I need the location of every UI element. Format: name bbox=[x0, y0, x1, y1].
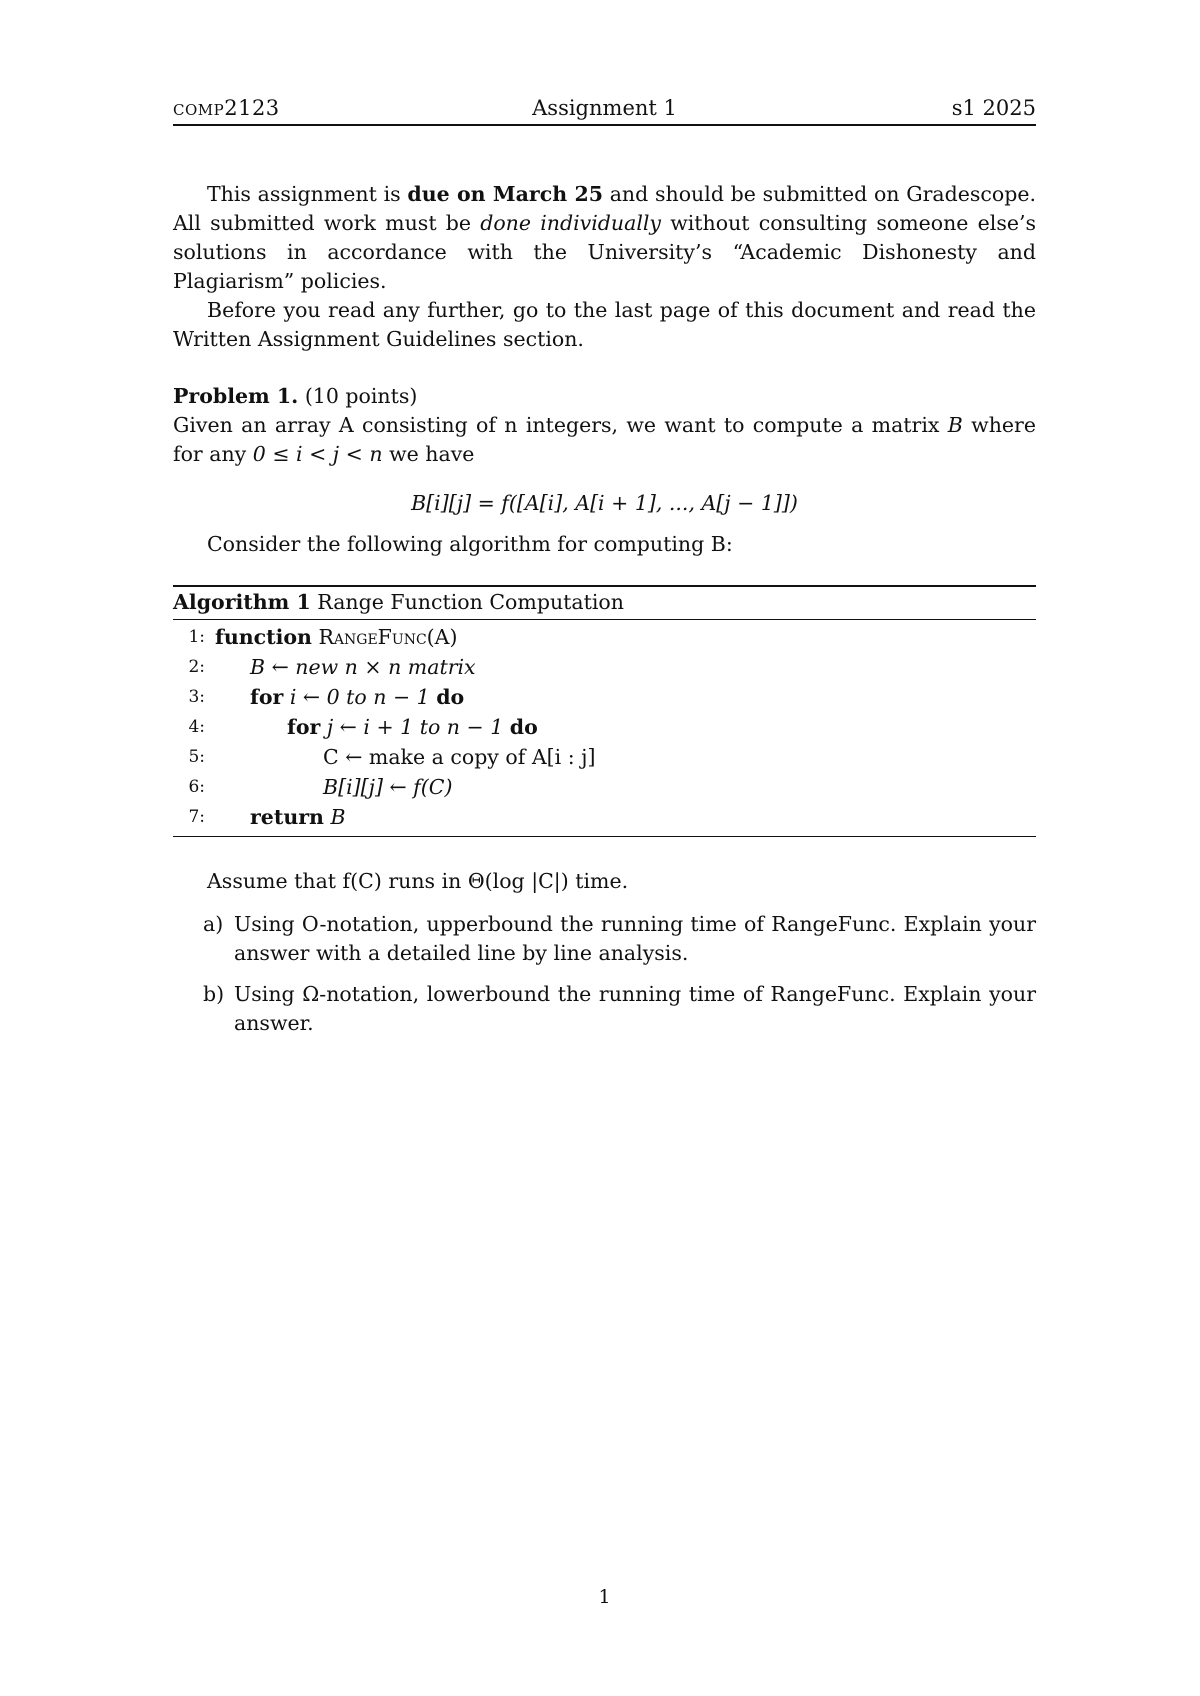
intro-text: without consulting someone else’s solutions in accordance with the University’s “Academic Dishonesty and Plagiarism” policies. bbox=[173, 211, 1037, 293]
document-page bbox=[173, 0, 1036, 1696]
algorithm-lines bbox=[173, 620, 1036, 836]
algorithm-caption bbox=[173, 587, 1036, 620]
function-name: RangeFunc bbox=[318, 625, 427, 649]
line-number: 3: bbox=[188, 687, 205, 707]
desc-text: where for any bbox=[173, 413, 1036, 466]
intro-text: This assignment is bbox=[207, 182, 408, 206]
line-code bbox=[250, 802, 346, 832]
algorithm-line bbox=[173, 682, 1036, 712]
page-number: 1 bbox=[598, 1586, 611, 1608]
algorithm-line bbox=[173, 622, 1036, 652]
guidelines-paragraph: Before you read any further, go to the last page of this document and read the Written Assignment Guidelines section. bbox=[173, 298, 1036, 351]
question-text: Using Ω-notation, lowerbound the running time of RangeFunc. Explain your answer. bbox=[234, 982, 1036, 1035]
consider-text: Consider the following algorithm for computing B: bbox=[207, 532, 733, 556]
algorithm-line bbox=[173, 802, 1036, 832]
matrix-symbol: B bbox=[947, 413, 963, 437]
line-code bbox=[215, 622, 457, 652]
assumption-text: Assume that f(C) runs in Θ(log |C|) time. bbox=[207, 869, 629, 893]
desc-text: Given an array A consisting of n integers, we want to compute a matrix bbox=[173, 413, 948, 437]
problem-description bbox=[173, 411, 1036, 469]
question-label: a) bbox=[203, 912, 224, 936]
keyword: function bbox=[215, 625, 312, 649]
line-code: C ← make a copy of A[i : j] bbox=[323, 745, 596, 769]
line-number: 7: bbox=[188, 807, 205, 827]
due-date: due on March 25 bbox=[407, 182, 603, 206]
algorithm-line bbox=[173, 652, 1036, 682]
line-number: 6: bbox=[188, 777, 205, 797]
problem-label: Problem 1. bbox=[173, 384, 299, 408]
keyword: for bbox=[250, 685, 284, 709]
question-label: b) bbox=[203, 982, 225, 1006]
keyword: do bbox=[436, 685, 465, 709]
algorithm-line bbox=[173, 742, 1036, 772]
question-item bbox=[173, 980, 1036, 1038]
algorithm-label: Algorithm 1 bbox=[173, 590, 311, 614]
question-text: Using O-notation, upperbound the running time of RangeFunc. Explain your answer with a detailed line by line analysis. bbox=[234, 912, 1036, 965]
line-number: 2: bbox=[188, 657, 205, 677]
intro-paragraph bbox=[173, 180, 1036, 296]
keyword: do bbox=[509, 715, 538, 739]
line-code bbox=[250, 682, 464, 712]
intro-text: and should be submitted on Gradescope. All submitted work must be bbox=[173, 182, 1036, 235]
document-body bbox=[173, 180, 1036, 1050]
algorithm-title: Range Function Computation bbox=[310, 590, 624, 614]
line-number: 4: bbox=[188, 717, 205, 737]
line-code bbox=[287, 712, 538, 742]
line-code: B ← new n × n matrix bbox=[250, 655, 476, 679]
algorithm-line bbox=[173, 772, 1036, 802]
course-code: comp2123 bbox=[173, 96, 280, 120]
desc-text: we have bbox=[382, 442, 475, 466]
assignment-title: Assignment 1 bbox=[532, 96, 677, 120]
algorithm-box bbox=[173, 585, 1036, 837]
individual-emphasis: done individually bbox=[480, 211, 662, 235]
problem-heading bbox=[173, 382, 1036, 411]
question-item bbox=[173, 910, 1036, 968]
page-header bbox=[173, 96, 1036, 126]
loop-range: j ← i + 1 to n − 1 bbox=[320, 715, 510, 739]
function-args: (A) bbox=[426, 625, 458, 649]
algorithm-line bbox=[173, 712, 1036, 742]
definition-formula: B[i][j] = f([A[i], A[i + 1], ..., A[j − 1]]) bbox=[411, 491, 798, 515]
keyword: for bbox=[287, 715, 321, 739]
question-list bbox=[173, 910, 1036, 1038]
problem-points: (10 points) bbox=[298, 384, 418, 408]
index-inequality: 0 ≤ i < j < n bbox=[252, 442, 383, 466]
line-number: 5: bbox=[188, 747, 205, 767]
term-label: s1 2025 bbox=[951, 96, 1036, 120]
return-value: B bbox=[323, 805, 346, 829]
loop-range: i ← 0 to n − 1 bbox=[283, 685, 437, 709]
line-number: 1: bbox=[188, 627, 205, 647]
line-code: B[i][j] ← f(C) bbox=[323, 775, 453, 799]
keyword: return bbox=[250, 805, 324, 829]
